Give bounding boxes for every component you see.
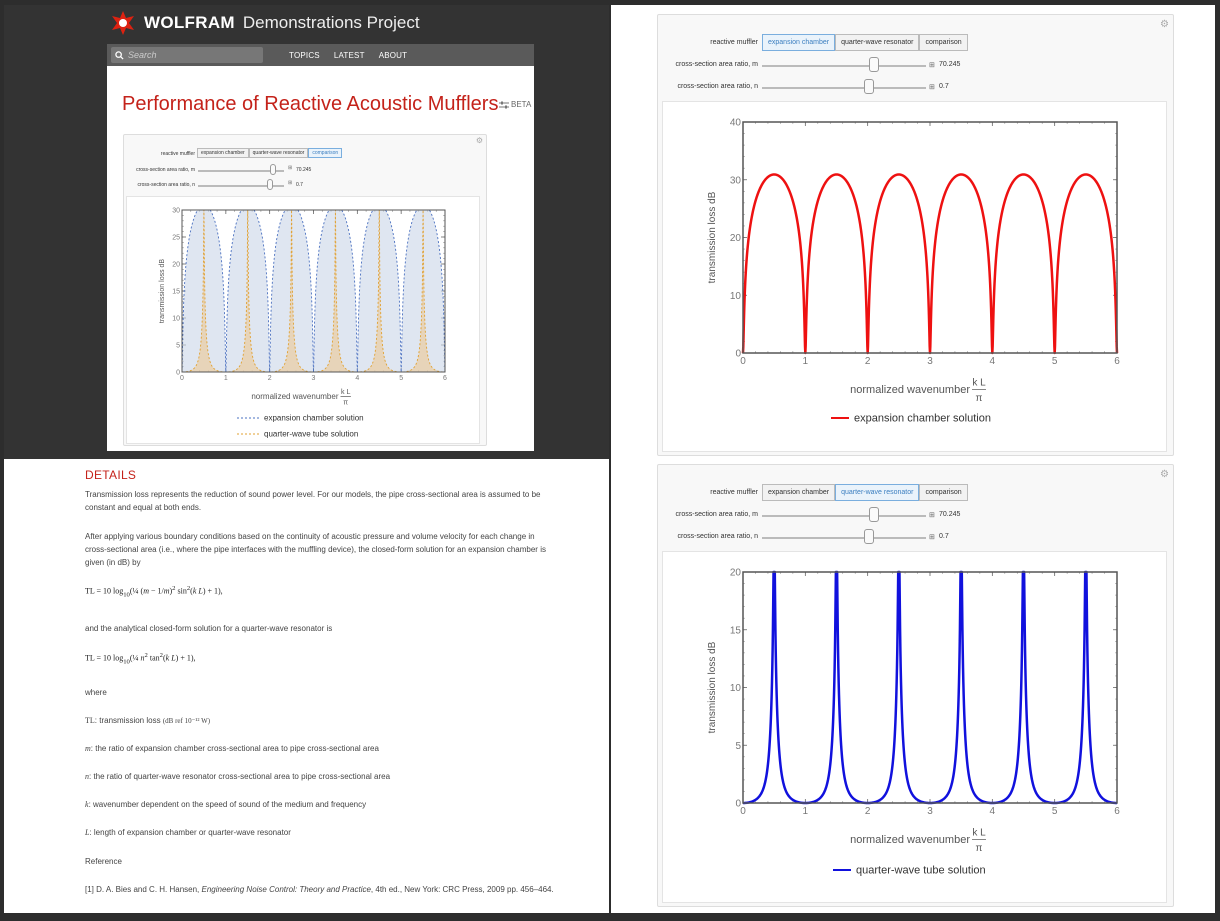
y-tick-label: 10 xyxy=(729,683,741,694)
y-tick-label: 10 xyxy=(172,315,180,323)
n-plus-icon[interactable]: ⊞ xyxy=(929,84,935,91)
x-axis-fraction-num: k L xyxy=(341,388,351,396)
y-axis-label: transmission loss dB xyxy=(707,641,718,734)
x-tick-label: 2 xyxy=(864,806,871,817)
expansion-chart xyxy=(663,102,1168,453)
m-label: cross-section area ratio, m xyxy=(675,511,758,518)
beta-label: BETA xyxy=(511,100,532,109)
reference-heading: Reference xyxy=(85,857,122,866)
y-tick-label: 20 xyxy=(729,567,741,579)
legend-label: expansion chamber solution xyxy=(854,412,991,425)
muffler-setter xyxy=(762,34,968,51)
legend-label: quarter-wave tube solution xyxy=(264,429,359,439)
gear-icon[interactable]: ⚙ xyxy=(1160,469,1169,480)
l-definition: L: length of expansion chamber or quarter-wave resonator xyxy=(85,828,291,837)
x-tick-label: 5 xyxy=(1051,356,1058,367)
n-slider-thumb[interactable] xyxy=(267,179,273,190)
nav-topics[interactable]: TOPICS xyxy=(289,50,320,60)
k-definition: k: wavenumber dependent on the speed of sound of the medium and frequency xyxy=(85,800,367,809)
reference-entry: [1] D. A. Bies and C. H. Hansen, Engineering Noise Control: Theory and Practice, 4th ed., New York: CRC Press, 2009 pp. 456–464. xyxy=(85,885,554,894)
y-axis-label: transmission loss dB xyxy=(707,191,718,284)
muffler-setter xyxy=(197,148,342,158)
x-tick-label: 4 xyxy=(355,375,360,382)
plot-area xyxy=(743,572,1117,803)
y-tick-label: 30 xyxy=(172,207,180,215)
m-slider-track[interactable] xyxy=(762,515,926,517)
y-tick-label: 40 xyxy=(729,117,741,129)
search-icon xyxy=(115,51,124,60)
muffler-setter xyxy=(762,484,968,501)
expansion-formula: TL = 10 $\log_{10}(\frac{1}{4}$ $(m - 1/m)^2$ $\sin^2(k$ L) + 1), xyxy=(85,585,223,599)
quarter-plot-box xyxy=(662,551,1167,903)
search-input[interactable] xyxy=(111,47,263,63)
quarter-chart xyxy=(663,552,1168,904)
details-heading: DETAILS xyxy=(85,468,137,482)
option-quarter-wave[interactable]: quarter-wave resonator xyxy=(835,34,919,51)
option-expansion-chamber[interactable]: expansion chamber xyxy=(762,34,835,51)
n-plus-icon[interactable]: ⊞ xyxy=(288,180,293,186)
y-tick-label: 5 xyxy=(176,342,180,350)
y-tick-label: 20 xyxy=(172,261,180,269)
gear-icon[interactable]: ⚙ xyxy=(475,136,483,145)
n-value: 0.7 xyxy=(939,83,949,90)
y-tick-label: 15 xyxy=(729,625,741,637)
m-plus-icon[interactable]: ⊞ xyxy=(929,512,935,519)
m-slider-track[interactable] xyxy=(762,65,926,67)
muffler-label: reactive muffler xyxy=(710,489,758,496)
quarter-formula: TL = 10 $\log_{10}(\frac{1}{4}$ $n^2$ $\tan^2(k$ L) + 1), xyxy=(85,652,196,666)
where-text: where xyxy=(85,688,107,697)
y-tick-label: 0 xyxy=(176,369,180,377)
y-tick-label: 15 xyxy=(172,288,180,296)
search-placeholder: Search xyxy=(128,50,157,60)
m-slider-thumb[interactable] xyxy=(869,57,879,72)
demo-panel-small xyxy=(123,134,487,446)
y-axis-label: transmission loss dB xyxy=(159,258,166,324)
x-axis-fraction-den: π xyxy=(975,843,983,854)
comparison-chart xyxy=(127,197,481,445)
n-slider-thumb[interactable] xyxy=(864,529,874,544)
legend-label: quarter-wave tube solution xyxy=(856,864,986,877)
x-tick-label: 6 xyxy=(1114,806,1120,817)
x-axis-fraction-num: k L xyxy=(972,377,986,389)
x-tick-label: 3 xyxy=(927,806,933,817)
y-tick-label: 10 xyxy=(729,290,741,302)
details-paragraph-1: Transmission loss represents the reduction of sound power level. For our models, the pipe cross-sectional area is assumed to be constant and equal at both ends. xyxy=(85,490,541,512)
comparison-plot-box xyxy=(126,196,480,444)
m-plus-icon[interactable]: ⊞ xyxy=(288,165,293,171)
option-quarter-wave[interactable]: quarter-wave resonator xyxy=(835,484,919,501)
x-tick-label: 3 xyxy=(927,356,933,367)
y-tick-label: 0 xyxy=(735,348,741,360)
x-tick-label: 0 xyxy=(740,806,746,817)
m-value: 70.245 xyxy=(939,61,961,68)
n-slider-thumb[interactable] xyxy=(864,79,874,94)
n-value: 0.7 xyxy=(939,533,949,540)
option-expansion-chamber[interactable]: expansion chamber xyxy=(762,484,835,501)
nav-latest[interactable]: LATEST xyxy=(333,50,365,60)
y-tick-label: 0 xyxy=(735,798,741,810)
x-tick-label: 2 xyxy=(267,375,272,382)
n-label: cross-section area ratio, n xyxy=(137,182,195,188)
m-label: cross-section area ratio, m xyxy=(136,167,195,173)
muffler-label: reactive muffler xyxy=(160,151,195,157)
x-tick-label: 4 xyxy=(989,356,996,367)
n-slider-track[interactable] xyxy=(762,87,926,89)
m-slider-thumb[interactable] xyxy=(869,507,879,522)
demo-panel-quarter xyxy=(657,464,1174,907)
wolfram-logo[interactable] xyxy=(110,10,420,36)
option-quarter-wave[interactable]: quarter-wave resonator xyxy=(249,148,309,158)
tl-definition: TL: transmission loss (dB ref 10⁻¹² W) xyxy=(85,716,211,725)
brand-text: WOLFRAM xyxy=(144,13,235,32)
n-definition: n: the ratio of quarter-wave resonator cross-sectional area to pipe cross-sectional area xyxy=(85,772,391,781)
x-tick-label: 1 xyxy=(223,375,228,382)
demo-panel-expansion xyxy=(657,14,1174,456)
option-comparison[interactable]: comparison xyxy=(308,148,342,158)
y-tick-label: 5 xyxy=(735,740,741,752)
details-paragraph-2: After applying various boundary conditions based on the continuity of acoustic pressure and volume velocity for each change in cross-sectional area (i.e., where the pipe interfaces with the muffling device), the closed-form solution for an expansion chamber is given (in dB) by xyxy=(85,532,546,567)
top-nav xyxy=(107,44,534,66)
expansion-plot-box xyxy=(662,101,1167,452)
x-tick-label: 5 xyxy=(1051,806,1058,817)
n-slider-track[interactable] xyxy=(762,537,926,539)
m-plus-icon[interactable]: ⊞ xyxy=(929,62,935,69)
m-value: 70.245 xyxy=(939,511,961,518)
sliders-icon xyxy=(499,101,509,109)
y-tick-label: 25 xyxy=(172,234,180,242)
x-axis-label: normalized wavenumber xyxy=(850,834,970,846)
x-axis-fraction-den: π xyxy=(343,399,349,407)
m-slider-thumb[interactable] xyxy=(270,164,276,175)
y-tick-label: 30 xyxy=(729,175,741,187)
x-tick-label: 6 xyxy=(443,375,447,382)
x-tick-label: 3 xyxy=(311,375,316,382)
x-tick-label: 0 xyxy=(180,375,184,382)
x-tick-label: 5 xyxy=(399,375,404,382)
x-axis-fraction-den: π xyxy=(975,393,983,404)
m-label: cross-section area ratio, m xyxy=(675,61,758,68)
m-value: 70.245 xyxy=(296,167,312,173)
n-value: 0.7 xyxy=(296,182,303,188)
nav-about[interactable]: ABOUT xyxy=(378,50,408,60)
n-plus-icon[interactable]: ⊞ xyxy=(929,534,935,541)
x-axis-label: normalized wavenumber xyxy=(850,384,970,396)
x-tick-label: 6 xyxy=(1114,356,1120,367)
m-definition: m: the ratio of expansion chamber cross-sectional area to pipe cross-sectional area xyxy=(85,744,379,753)
x-axis-fraction-num: k L xyxy=(972,827,986,839)
n-label: cross-section area ratio, n xyxy=(677,533,758,540)
beta-badge[interactable] xyxy=(499,100,531,109)
project-text: Demonstrations Project xyxy=(242,13,420,32)
x-tick-label: 1 xyxy=(802,356,809,367)
n-label: cross-section area ratio, n xyxy=(677,83,758,90)
x-tick-label: 1 xyxy=(802,806,809,817)
option-comparison[interactable]: comparison xyxy=(919,34,967,51)
x-axis-label: normalized wavenumber xyxy=(251,392,339,401)
muffler-label: reactive muffler xyxy=(710,39,758,46)
y-tick-label: 20 xyxy=(729,233,741,244)
legend-label: expansion chamber solution xyxy=(264,413,364,423)
x-tick-label: 0 xyxy=(740,356,746,367)
option-comparison[interactable]: comparison xyxy=(919,484,967,501)
page-title: Performance of Reactive Acoustic Mufflers xyxy=(122,93,499,115)
spikey-icon xyxy=(110,10,136,36)
x-tick-label: 2 xyxy=(864,356,871,367)
x-tick-label: 4 xyxy=(989,806,996,817)
option-expansion-chamber[interactable]: expansion chamber xyxy=(197,148,249,158)
details-paragraph-3: and the analytical closed-form solution for a quarter-wave resonator is xyxy=(85,624,333,633)
gear-icon[interactable]: ⚙ xyxy=(1160,19,1169,30)
